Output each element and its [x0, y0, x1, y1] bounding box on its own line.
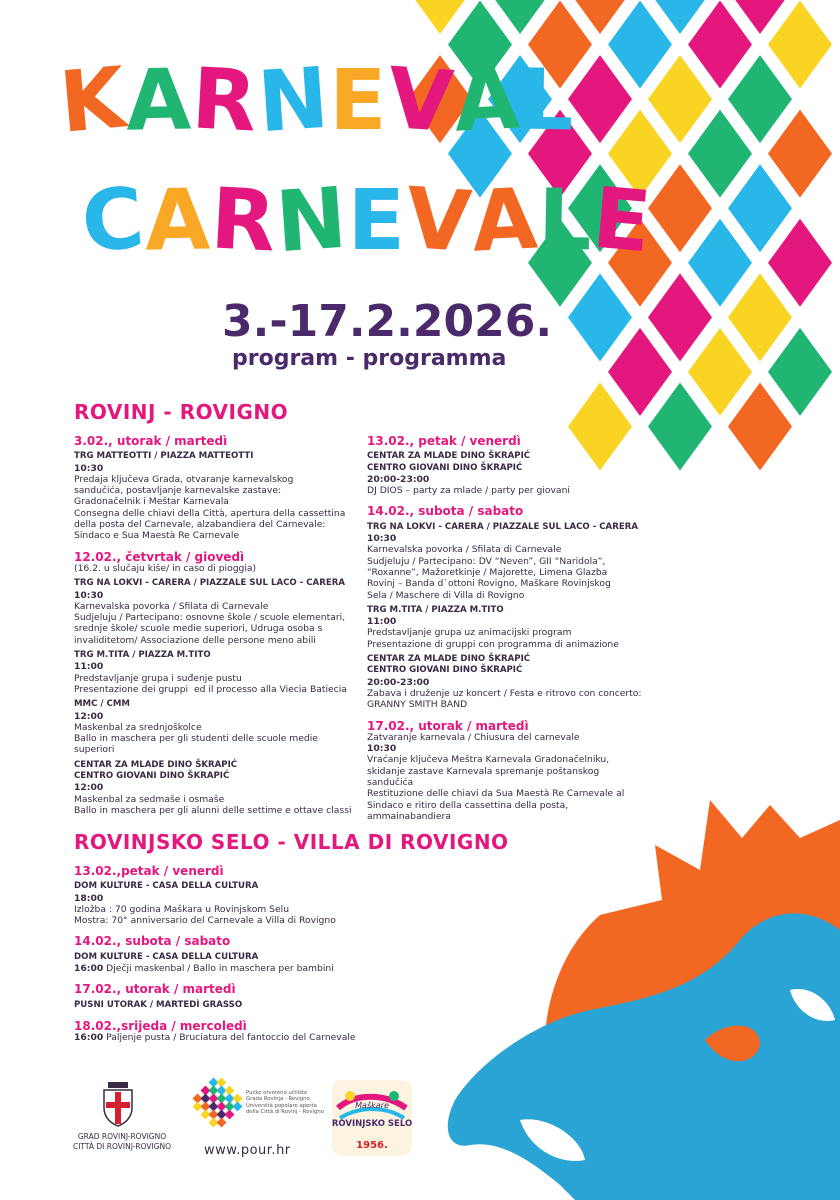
- maskare-logo: [330, 1078, 414, 1158]
- event-description: Sudjeluju / Partecipano: DV “Neven”, GII “Naridola”,: [367, 555, 606, 567]
- event-description: Restituzione delle chiavi da Sua Maestà Re Carnevale al: [367, 788, 625, 800]
- crest-label-line-1: GRAD ROVINJ-ROVIGNO: [77, 1132, 167, 1141]
- event-description: superiori: [74, 744, 115, 756]
- pour-logo-tile: [217, 1118, 227, 1128]
- program-subtitle: program - programma: [232, 346, 507, 371]
- title-line-2: [77, 168, 656, 272]
- venue: CENTRO GIOVANI DINO ŠKRAPIĆ: [74, 771, 230, 782]
- event-description: Predstavljanje grupa uz animacijski program: [367, 627, 572, 639]
- event-description: DJ DIOS – party za mlade / party per giovani: [367, 485, 570, 497]
- event-text: Dječji maskenbal / Ballo in maschera per bambini: [103, 963, 334, 975]
- day-heading: 13.02.,petak / venerdì: [74, 864, 224, 878]
- day-heading: 14.02., subota / sabato: [367, 504, 524, 519]
- title-letter: N: [273, 168, 352, 272]
- event-time: 10:30: [74, 589, 104, 601]
- pour-website-link[interactable]: www.pour.hr: [204, 1143, 291, 1158]
- event-description: Predstavljanje grupa i suđenje pustu: [74, 672, 242, 684]
- event-description: (16.2. u slučaju kiše/ in caso di pioggia): [74, 562, 257, 574]
- event-description: Gradonačelnik i Meštar Karnevala: [74, 496, 229, 508]
- venue: CENTRO GIOVANI DINO ŠKRAPIĆ: [367, 462, 523, 473]
- title-letter: C: [77, 168, 149, 272]
- title-letter: L: [518, 50, 575, 150]
- event-description: Ballo in maschera per gli studenti delle scuole medie: [74, 733, 318, 745]
- pour-logo: [190, 1075, 244, 1129]
- title-letter: R: [189, 49, 261, 151]
- rovinj-right-column: [367, 430, 667, 822]
- event-time: 10:30: [74, 462, 104, 474]
- venue: TRG MATTEOTTI / PIAZZA MATTEOTTI: [74, 451, 254, 462]
- venue: CENTAR ZA MLADE DINO ŠKRAPIĆ: [74, 759, 238, 770]
- venue: PUSNI UTORAK / MARTEDÌ GRASSO: [74, 999, 243, 1010]
- title-letter: A: [143, 170, 212, 270]
- day-heading: 18.02.,srijeda / mercoledì: [74, 1018, 247, 1033]
- day-heading: 17.02., utorak / martedì: [74, 982, 236, 997]
- rovinj-left-column: [74, 430, 374, 816]
- selo-heading: ROVINJSKO SELO - VILLA DI ROVIGNO: [74, 830, 509, 854]
- venue: DOM KULTURE - CASA DELLA CULTURA: [74, 881, 259, 892]
- event-time: 20:00-23:00: [367, 676, 430, 688]
- event-time: 11:00: [367, 616, 397, 628]
- venue: CENTAR ZA MLADE DINO ŠKRAPIĆ: [367, 654, 531, 665]
- event-time: 18:00: [74, 892, 104, 904]
- title-letter: V: [384, 48, 457, 152]
- event-description: GRANNY SMITH BAND: [367, 699, 468, 711]
- event-description: Rovinj – Banda d`ottoni Rovigno, Maškare Rovinjskog: [367, 578, 611, 590]
- event-description: Presentazione di gruppi con programma di animazione: [367, 638, 619, 650]
- event-description: [74, 963, 474, 974]
- title-letter: E: [347, 171, 407, 269]
- title-letter: R: [208, 169, 279, 271]
- event-time: 20:00-23:00: [367, 473, 430, 485]
- event-description: skidanje zastave Karnevala spremanje poštanskog: [367, 765, 600, 777]
- title-letter: E: [329, 51, 388, 149]
- pour-logo-tile: [225, 1110, 235, 1120]
- event-description: Maskenbal za srednjoškolce: [74, 721, 202, 733]
- event-time: 10:30: [367, 533, 397, 545]
- day-heading: 3.02., utorak / martedì: [74, 434, 228, 448]
- event-description: Presentazione dei gruppi ed il processo alla Viecia Batiecia: [74, 683, 347, 695]
- rovinj-heading: ROVINJ - ROVIGNO: [74, 400, 289, 424]
- event-description: Sela / Maschere di Villa di Rovigno: [367, 589, 525, 601]
- event-description: Sudjeluju / Partecipano: osnovne škole / scuole elementari,: [74, 612, 346, 624]
- event-description: ammainabandiera: [367, 810, 451, 822]
- event-time: 11:00: [74, 661, 104, 673]
- pour-logo-tile: [233, 1102, 243, 1112]
- title-letter: K: [55, 48, 131, 152]
- selo-column: [74, 860, 474, 1044]
- venue: MMC / CMM: [74, 699, 130, 710]
- event-description: sandučića: [367, 777, 414, 789]
- title-line-1: [55, 48, 575, 152]
- city-crest-logo: [100, 1082, 136, 1128]
- crest-label-line-2: CITTÀ DI ROVINJ-ROVIGNO: [72, 1142, 172, 1151]
- title-letter: A: [450, 49, 523, 151]
- event-description: Sindaco e Sua Maestà Re Carnevale: [74, 530, 240, 542]
- venue: DOM KULTURE - CASA DELLA CULTURA: [74, 951, 259, 962]
- title-letter: N: [254, 48, 333, 152]
- event-description: srednje škole/ scuole medie superiori, Udruga osoba s: [74, 623, 323, 635]
- event-time: 16:00: [74, 1032, 104, 1044]
- event-description: della posta del Carnevale, alzabandiera del Carnevale:: [74, 519, 326, 531]
- event-text: Paljenje pusta / Bruciatura del fantoccio del Carnevale: [103, 1032, 356, 1044]
- venue: TRG NA LOKVI - CARERA / PIAZZALE SUL LACO - CARERA: [74, 578, 345, 589]
- event-description: invaliditetom/ Associazione delle persone meno abili: [74, 634, 316, 646]
- maskare-logo-top-text: Maškare: [355, 1101, 389, 1110]
- event-description: sandučića, postavljanje karnevalske zastave:: [74, 485, 282, 497]
- event-time: 12:00: [74, 782, 104, 794]
- event-description: Karnevalska povorka / Sfilata di Carnevale: [74, 600, 269, 612]
- event-description: Zatvaranje karnevala / Chiusura del carnevale: [367, 731, 580, 743]
- event-description: Karnevalska povorka / Sfilata di Carnevale: [367, 544, 562, 556]
- title-letter: V: [402, 168, 476, 272]
- event-description: Vraćanje ključeva Meštra Karnevala Gradonačelniku,: [367, 754, 610, 766]
- event-dates: 3.-17.2.2026.: [222, 296, 553, 347]
- event-time: 16:00: [74, 963, 104, 975]
- venue: CENTRO GIOVANI DINO ŠKRAPIĆ: [367, 665, 523, 676]
- maskare-logo-mid-text: ROVINJSKO SELO: [331, 1119, 413, 1129]
- day-heading: 12.02., četvrtak / giovedì: [74, 549, 245, 564]
- event-description: Mostra: 70° anniversario del Carnevale a Villa di Rovigno: [74, 915, 336, 927]
- event-time: 12:00: [74, 710, 104, 722]
- title-letter: E: [588, 168, 656, 272]
- pour-text-line-3: Università popolare aperta: [246, 1102, 317, 1109]
- event-description: “Roxanne”, Mažoretkinje / Majorette, Limena Glazba: [367, 566, 608, 578]
- title-letter: A: [469, 169, 541, 271]
- venue: TRG M.TITA / PIAZZA M.TITO: [74, 650, 211, 661]
- venue: TRG M.TITA / PIAZZA M.TITO: [367, 604, 504, 615]
- title-letter: L: [537, 170, 594, 270]
- pour-text-line-2: Grada Rovinja - Rovigno: [246, 1096, 310, 1103]
- event-description: Predaja ključeva Grada, otvaranje karnevalskog: [74, 473, 294, 485]
- maskare-logo-year-text: 1956.: [356, 1140, 388, 1151]
- event-description: Consegna delle chiavi della Città, apertura della cassettina: [74, 507, 346, 519]
- event-description: Ballo in maschera per gli alunni delle settime e ottave classi: [74, 804, 352, 816]
- crest-label: [72, 1132, 172, 1152]
- event-description: Maskenbal za sedmaše i osmaše: [74, 793, 225, 805]
- event-description: Izložba : 70 godina Maškara u Rovinjskom Selu: [74, 903, 290, 915]
- event-description: [74, 1032, 474, 1043]
- event-description: Zabava i druženje uz koncert / Festa e ritrovo con concerto:: [367, 687, 642, 699]
- venue: TRG NA LOKVI - CARERA / PIAZZALE SUL LACO - CARERA: [367, 521, 638, 532]
- day-heading: 17.02., utorak / martedì: [367, 718, 529, 733]
- event-time: 10:30: [367, 743, 397, 755]
- venue: CENTAR ZA MLADE DINO ŠKRAPIĆ: [367, 451, 531, 462]
- day-heading: 14.02., subota / sabato: [74, 934, 231, 949]
- day-heading: 13.02., petak / venerdì: [367, 434, 521, 448]
- pour-text-line-4: della Città di Rovinj - Rovigno: [246, 1109, 324, 1116]
- event-description: Sindaco e ritiro della cassettina della posta,: [367, 799, 569, 811]
- title-letter: A: [125, 50, 193, 150]
- pour-institution-text: [246, 1090, 326, 1116]
- pour-text-line-1: Pučko otvoreno učilište: [246, 1090, 308, 1096]
